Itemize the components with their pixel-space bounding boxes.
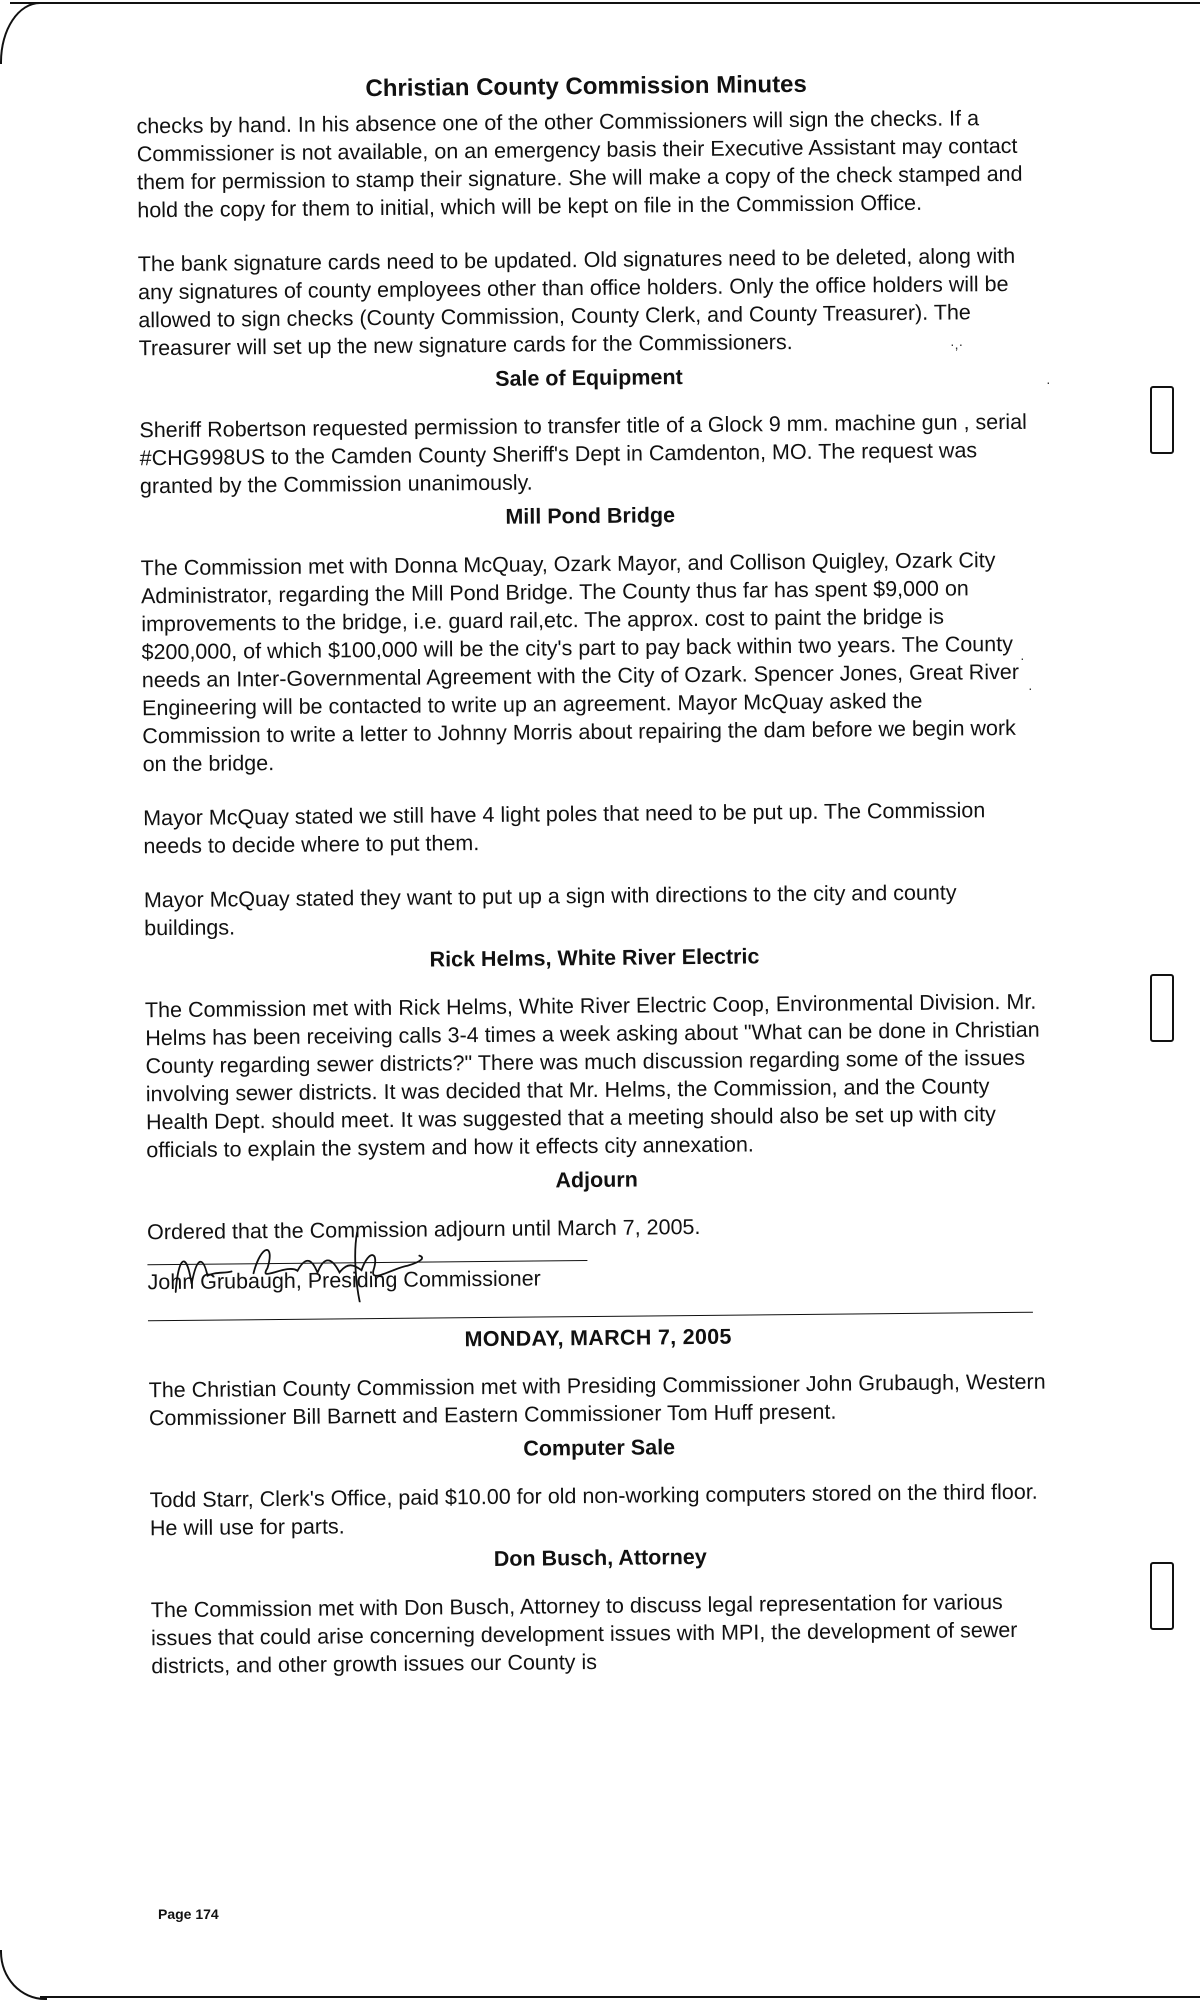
heading-meeting-date: MONDAY, MARCH 7, 2005 — [464, 1324, 732, 1352]
heading-rick-helms: Rick Helms, White River Electric — [429, 944, 760, 972]
scan-speck: ·,· — [950, 336, 964, 352]
margin-punch-box — [1150, 1562, 1174, 1630]
paragraph-computer-sale: Todd Starr, Clerk's Office, paid $10.00 for old non-working computers stored on the third floor. He will use for parts. — [149, 1479, 1038, 1541]
page-border-top — [10, 2, 1200, 4]
page-border-bottom — [40, 1996, 1200, 1998]
paragraph-sale-of-equipment: Sheriff Robertson requested permission to transfer title of a Glock 9 mm. machine gun , serial #CHG998US to the Camden County Sheriff's Dept in Camdenton, MO. The request was granted by the Commission unanimously. — [139, 409, 1027, 499]
heading-sale-of-equipment: Sale of Equipment — [495, 365, 683, 391]
margin-punch-box — [1150, 386, 1174, 454]
heading-computer-sale: Computer Sale — [523, 1435, 676, 1461]
scan-speck: · — [1020, 650, 1025, 666]
paragraph-don-busch: The Commission met with Don Busch, Attorney to discuss legal representation for various issues that could arise concerning development issues with MPI, the development of sewer districts, and other growth issues our County is — [150, 1590, 1018, 1679]
page-number: Page 174 — [158, 1906, 219, 1922]
paragraph-sign-directions: Mayor McQuay stated they want to put up a sign with directions to the city and county buildings. — [143, 880, 957, 941]
heading-adjourn: Adjourn — [555, 1167, 638, 1193]
heading-don-busch: Don Busch, Attorney — [493, 1544, 707, 1571]
section-divider — [148, 1312, 1033, 1321]
scan-speck: · — [1046, 374, 1051, 390]
scan-speck: · — [1028, 680, 1033, 696]
paragraph-light-poles: Mayor McQuay stated we still have 4 light poles that need to be put up. The Commission needs to decide where to put them. — [143, 798, 986, 859]
minutes-page — [136, 68, 1052, 1707]
signature-name: John Grubaugh, Presiding Commissioner — [147, 1266, 541, 1295]
signature-block — [147, 1210, 1048, 1329]
page-title: Christian County Commission Minutes — [365, 70, 807, 103]
paragraph-check-signing: checks by hand. In his absence one of the other Commissioners will sign the checks. If a Commissioner is not available, on an emergency basis their Executive Assistant may contact them for permission to stamp their signature. She will make a copy of the check stamped and hold the copy for them to initial, which will be kept on file in the Commission Office. — [136, 106, 1023, 223]
paragraph-attendance: The Christian County Commission met with Presiding Commissioner John Grubaugh, Western Commissioner Bill Barnett and Eastern Commissioner Tom Huff present. — [148, 1369, 1046, 1431]
page-corner-top-left — [0, 2, 42, 64]
paragraph-adjourn-order: Ordered that the Commission adjourn until March 7, 2005. — [147, 1214, 701, 1245]
paragraph-rick-helms: The Commission met with Rick Helms, White River Electric Coop, Environmental Division. Mr. Helms has been receiving calls 3-4 times a week asking about "What can be done in Christian County regarding sewer districts?" There was much discussion regarding some of the issues involving sewer districts. It was decided that Mr. Helms, the Commission, and the County Health Dept. should meet. It was suggested that a meeting should also be set up with city officials to explain the system and how it effects city annexation. — [144, 989, 1040, 1163]
paragraph-mill-pond-bridge: The Commission met with Donna McQuay, Ozark Mayor, and Collison Quigley, Ozark City Administrator, regarding the Mill Pond Bridge. The County thus far has spent $9,000 on improvements to the bridge, i.e. guard rail,etc. The approx. cost to paint the bridge is $200,000, of which $100,000 will be the city's part to pay back within two years. The County needs an Inter-Governmental Agreement with the City of Ozark. Spencer Jones, Great River Engineering will be contacted to write up an agreement. Mayor McQuay asked the Commission to write a letter to Johnny Morris about repairing the dam before we begin work on the bridge. — [140, 548, 1020, 777]
heading-mill-pond-bridge: Mill Pond Bridge — [505, 503, 676, 529]
paragraph-signature-cards: The bank signature cards need to be updated. Old signatures need to be deleted, along with any signatures of county employees other than office holders. Only the office holders will be allowed to sign checks (County Commission, County Clerk, and County Treasurer). The Treasurer will set up the new signature cards for the Commissioners. — [137, 243, 1016, 361]
page-corner-bottom-left — [0, 1950, 47, 2000]
margin-punch-box — [1150, 974, 1174, 1042]
